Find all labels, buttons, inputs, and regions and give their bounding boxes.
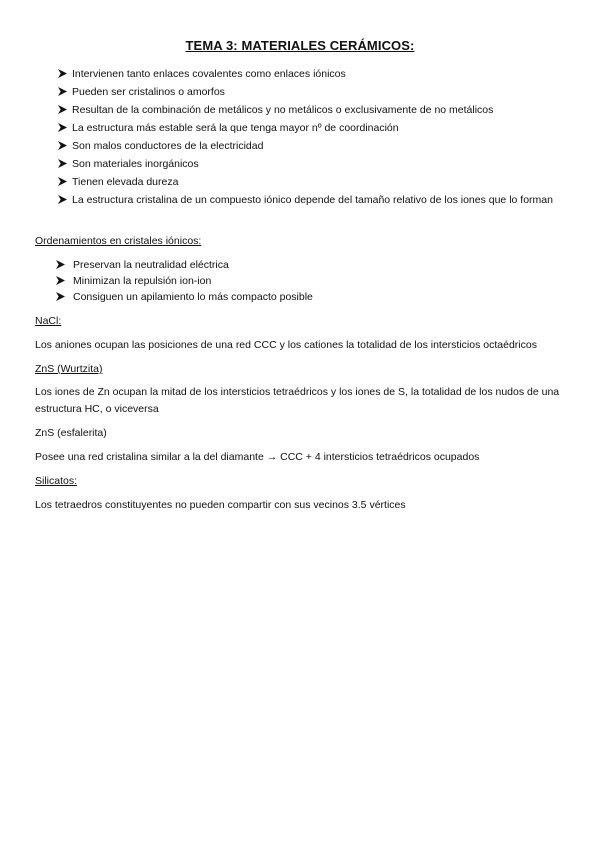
arrow-bullet-icon bbox=[58, 141, 67, 150]
list-item-text: Son malos conductores de la electricidad bbox=[72, 140, 264, 152]
list-item bbox=[58, 120, 558, 136]
section-heading-ordenamientos: Ordenamientos en cristales iónicos: bbox=[35, 235, 202, 247]
list-item-text: La estructura más estable será la que tenga mayor nº de coordinación bbox=[72, 122, 399, 134]
arrow-bullet-icon bbox=[56, 260, 65, 269]
list-item-text: Consiguen un apilamiento lo más compacto posible bbox=[73, 291, 313, 303]
list-item bbox=[58, 66, 558, 82]
arrow-bullet-icon bbox=[58, 105, 67, 114]
list-item-text: Preservan la neutralidad eléctrica bbox=[73, 259, 229, 271]
list-item-text: La estructura cristalina de un compuesto iónico depende del tamaño relativo de los iones que lo forman bbox=[72, 194, 553, 206]
list-item-text: Resultan de la combinación de metálicos y no metálicos o exclusivamente de no metálicos bbox=[72, 104, 494, 116]
list-item bbox=[58, 102, 558, 118]
section-heading-nacl: NaCl: bbox=[35, 315, 62, 327]
paragraph-nacl: Los aniones ocupan las posiciones de una red CCC y los cationes la totalidad de los intersticios octaédricos bbox=[35, 339, 537, 351]
list-item-text: Pueden ser cristalinos o amorfos bbox=[72, 86, 225, 98]
list-item bbox=[58, 156, 558, 172]
arrow-bullet-icon bbox=[58, 195, 67, 204]
section-heading-wurtzita: ZnS (Wurtzita) bbox=[35, 363, 103, 375]
arrow-bullet-icon bbox=[58, 69, 67, 78]
list-item bbox=[58, 138, 558, 154]
paragraph-wurtzita: Los iones de Zn ocupan la mitad de los intersticios tetraédricos y los iones de S, la totalidad de los nudos de una estructura HC, o viceversa bbox=[35, 386, 560, 415]
list-item bbox=[58, 174, 558, 190]
arrow-bullet-icon bbox=[58, 177, 67, 186]
section-heading-silicatos: Silicatos: bbox=[35, 475, 78, 487]
section-heading-esfalerita: ZnS (esfalerita) bbox=[35, 427, 107, 439]
list-item bbox=[58, 84, 558, 100]
arrow-bullet-icon bbox=[58, 123, 67, 132]
arrow-bullet-icon bbox=[56, 292, 65, 301]
list-item-text: Tienen elevada dureza bbox=[72, 176, 179, 188]
arrow-bullet-icon bbox=[58, 159, 67, 168]
list-item bbox=[56, 273, 211, 289]
list-item bbox=[56, 289, 313, 305]
list-item bbox=[56, 257, 229, 273]
list-item bbox=[58, 192, 558, 208]
paragraph-silicatos: Los tetraedros constituyentes no pueden compartir con sus vecinos 3.5 vértices bbox=[35, 499, 406, 511]
list-item-text: Minimizan la repulsión ion-ion bbox=[73, 275, 212, 287]
list-item-text: Son materiales inorgánicos bbox=[72, 158, 199, 170]
paragraph-esfalerita: Posee una red cristalina similar a la del diamante → CCC + 4 intersticios tetraédricos ocupados bbox=[35, 451, 480, 463]
arrow-bullet-icon bbox=[56, 276, 65, 285]
page-title: TEMA 3: MATERIALES CERÁMICOS: bbox=[185, 38, 415, 53]
arrow-bullet-icon bbox=[58, 87, 67, 96]
list-item-text: Intervienen tanto enlaces covalentes como enlaces iónicos bbox=[72, 68, 346, 80]
